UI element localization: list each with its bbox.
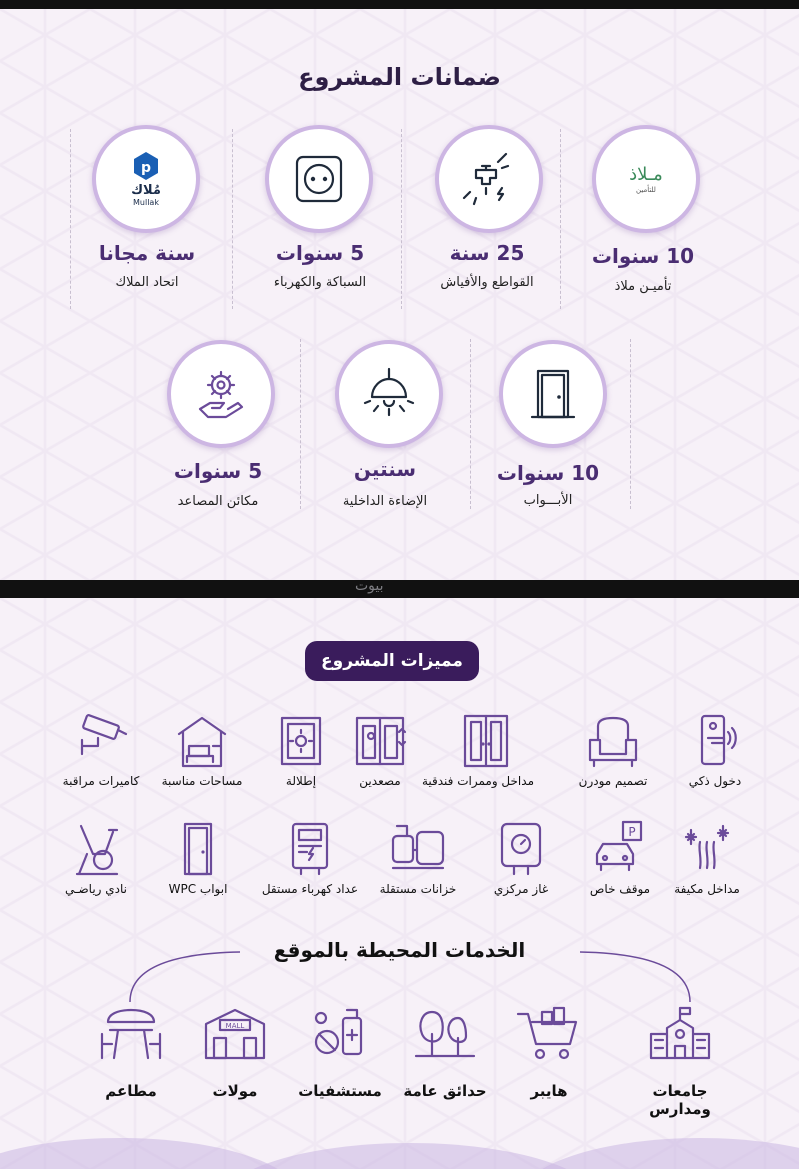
divider [232, 129, 233, 309]
guarantee-value-lighting: سنتين [353, 457, 417, 481]
decorative-wave [0, 1138, 300, 1169]
feature-smart-entry [667, 712, 763, 788]
feature-electric-meter [262, 820, 358, 896]
divider [630, 339, 631, 509]
feature-central-gas [473, 820, 569, 896]
feature-air-conditioned [659, 820, 755, 896]
feature-cctv [53, 712, 149, 788]
service-label: مطاعم [105, 1082, 157, 1100]
svg-text:P: P [628, 825, 636, 839]
guarantee-label-elevator-machines: مكائن المصاعد [177, 494, 259, 509]
feature-label: خزانات مستقلة [379, 882, 457, 896]
feature-label: دخول ذكي [688, 774, 742, 788]
decorative-wave [520, 1138, 799, 1169]
guarantee-label-doors: الأبـــواب [523, 493, 573, 508]
feature-water-tanks [370, 820, 466, 896]
feature-modern-design [565, 712, 661, 788]
feature-gym [48, 820, 144, 896]
guarantee-label-malath: تأميـن ملاذ [614, 279, 672, 294]
watermark: بيوت [355, 578, 384, 594]
feature-bedroom [154, 712, 250, 788]
divider [300, 339, 301, 509]
feature-label: عداد كهرباء مستقل [261, 882, 358, 896]
guarantee-value-plumbing: 5 سنوات [275, 241, 365, 265]
guarantee-label-breakers: القواطع والأفياش [440, 275, 534, 290]
guarantee-label-owners-union: اتحاد الملاك [115, 275, 179, 290]
feature-label: موقف خاص [589, 882, 651, 896]
service-label: هايبر [530, 1082, 568, 1100]
ceiling-lamp-icon [335, 340, 443, 448]
guarantees-title: ضمانات المشروع [298, 63, 501, 91]
gear-hand-icon [167, 340, 275, 448]
services-title: الخدمات المحيطة بالموقع [273, 938, 526, 962]
guarantee-value-breakers: 25 سنة [449, 241, 525, 265]
mullak-logo-icon [92, 125, 200, 233]
service-label: جامعات ومدارس [649, 1082, 711, 1118]
feature-label: نادي رياضـي [64, 882, 128, 896]
svg-text:p: p [140, 160, 152, 176]
feature-label: ابواب WPC [168, 882, 228, 896]
feature-private-parking [572, 820, 668, 896]
feature-label: غاز مركزي [493, 882, 549, 896]
guarantee-label-lighting: الإضاءة الداخلية [342, 494, 428, 509]
door-icon [499, 340, 607, 448]
service-parks [390, 1004, 500, 1100]
feature-elevators [332, 712, 428, 788]
feature-hotel-entrances [421, 712, 534, 788]
decorative-wave [220, 1143, 600, 1169]
feature-label: مداخل مكيفة [674, 882, 740, 896]
guarantee-value-malath: 10 سنوات [591, 244, 695, 268]
faucet-plug-icon [435, 125, 543, 233]
svg-text:للتأمين: للتأمين [636, 186, 656, 194]
feature-label: تصميم مودرن [578, 774, 648, 788]
service-label: مولات [212, 1082, 258, 1100]
svg-text:مُلاك: مُلاك [131, 183, 161, 198]
guarantee-value-elevator-machines: 5 سنوات [173, 459, 263, 483]
feature-label: مداخل وممرات فندقية [421, 774, 534, 788]
power-socket-icon [265, 125, 373, 233]
feature-wpc-doors [150, 820, 246, 896]
guarantee-label-plumbing: السباكة والكهرباء [273, 275, 367, 290]
service-schools [625, 1004, 735, 1118]
service-hospitals [285, 1004, 395, 1100]
feature-label: إطلالة [285, 774, 317, 788]
feature-label: مساحات مناسبة [161, 774, 243, 788]
service-malls [180, 1004, 290, 1100]
feature-label: كاميرات مراقبة [62, 774, 140, 788]
guarantee-value-owners-union: سنة مجانا [98, 241, 196, 265]
svg-text:Mullak: Mullak [133, 198, 159, 207]
guarantee-value-doors: 10 سنوات [496, 461, 600, 485]
service-label: مستشفيات [298, 1082, 382, 1100]
feature-label: مصعدين [359, 774, 401, 788]
service-restaurants [76, 1004, 186, 1100]
svg-text:MALL: MALL [225, 1022, 245, 1030]
service-label: حدائق عامة [403, 1082, 487, 1100]
divider [401, 129, 402, 309]
svg-text:مـلاذ: مـلاذ [629, 164, 663, 185]
features-title: مميزات المشروع [305, 641, 479, 681]
services-arc [120, 944, 700, 1004]
malath-logo-icon [592, 125, 700, 233]
guarantees-panel [0, 9, 799, 580]
service-hypermarket [494, 1004, 604, 1100]
